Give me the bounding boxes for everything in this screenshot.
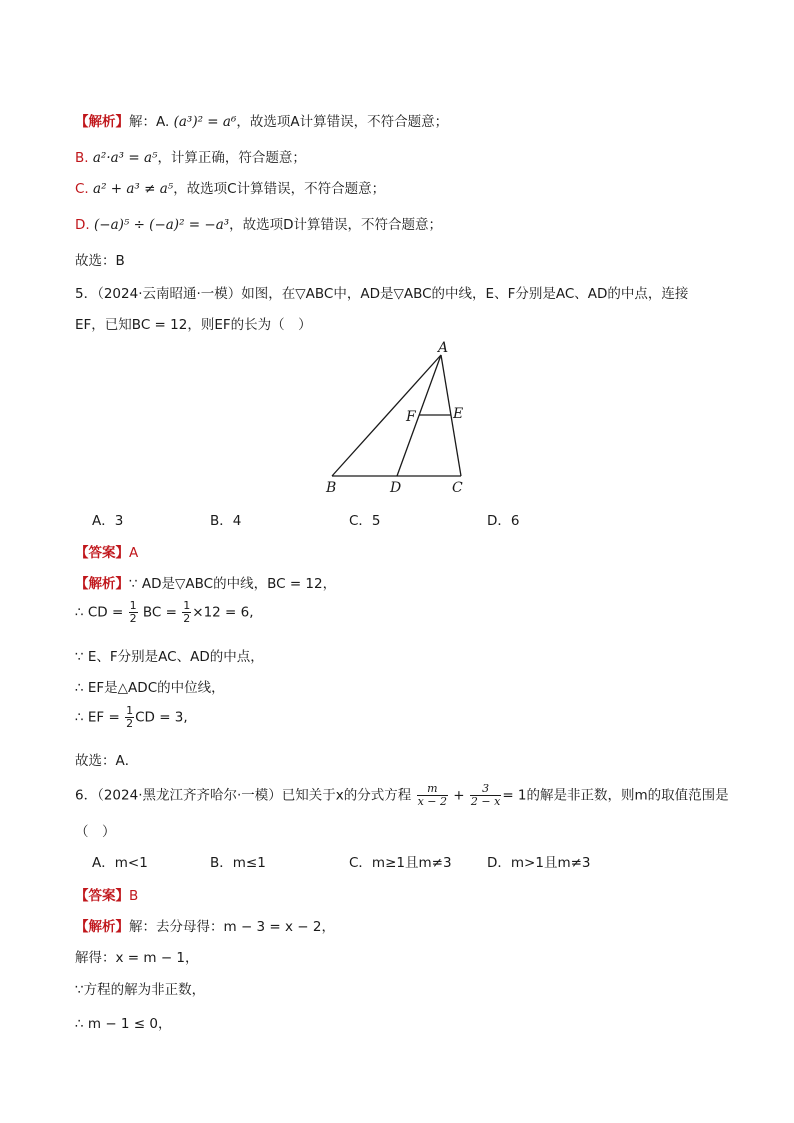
q6-analysis-step2: 解得：x = m − 1， — [75, 950, 199, 966]
fraction-half — [129, 600, 138, 625]
step-prefix: ∴ EF = — [75, 709, 120, 726]
q5-option-a: A．3 — [92, 513, 124, 529]
q6-option-b: B．m≤1 — [210, 855, 266, 871]
answer-tag: 【答案】 — [75, 545, 129, 561]
q6-stem-line2: （ ） — [75, 824, 116, 840]
analysis-tag: 【解析】 — [75, 919, 129, 935]
fraction-m-over-x-minus-2 — [417, 783, 448, 808]
fraction-denominator: x − 2 — [417, 795, 447, 808]
plus-sign: + — [453, 787, 465, 804]
fraction-3-over-2-minus-x — [470, 783, 501, 808]
option-a-prefix: 解：A. — [129, 114, 170, 130]
q5-option-c: C．5 — [349, 513, 381, 529]
q6-stem-line1 — [75, 783, 729, 808]
q5-choice: 故选：A． — [75, 753, 139, 769]
math-expression: a² + a³ ≠ a⁵ — [93, 181, 174, 197]
q6-option-d: D．m>1且m≠3 — [487, 855, 591, 871]
q6-option-c: C．m≥1且m≠3 — [349, 855, 452, 871]
q6-option-a: A．m<1 — [92, 855, 148, 871]
step-suffix: CD = 3, — [135, 709, 188, 726]
q5-option-d: D．6 — [487, 513, 520, 529]
q4-choice: 故选：B — [75, 253, 125, 269]
option-b-prefix: B. — [75, 150, 89, 166]
q5-analysis-step2 — [75, 600, 254, 625]
q5-analysis-step1 — [75, 572, 336, 592]
triangle-figure — [320, 336, 480, 498]
q6-analysis-step3: ∵方程的解为非正数， — [75, 982, 206, 998]
verdict-text: ，故选项D计算错误，不符合题意； — [229, 217, 443, 233]
vertex-label-c: C — [452, 480, 463, 496]
math-expression: (a³)² = a⁶ — [173, 114, 237, 130]
q5-stem-line1: 5．（2024·云南昭通·一模）如图，在▽ABC中，AD是▽ABC的中线，E、F分别是AC、AD的中点，连接 — [75, 286, 689, 302]
fraction-numerator: 1 — [183, 599, 191, 612]
step-mid: BC = — [142, 604, 177, 621]
math-expression: (−a)⁵ ÷ (−a)² = −a³ — [93, 217, 230, 233]
vertex-label-e: E — [453, 406, 464, 422]
fraction-denominator: 2 − x — [470, 795, 501, 808]
q4-analysis-line-c — [75, 177, 385, 197]
fraction-denominator: 2 — [129, 612, 137, 625]
q5-option-b: B．4 — [210, 513, 242, 529]
q6-analysis-step4: ∴ m − 1 ≤ 0， — [75, 1016, 172, 1032]
q6-answer — [75, 884, 138, 904]
fraction-half — [125, 705, 134, 730]
step-text: ∵ AD是▽ABC的中线，BC = 12， — [129, 576, 337, 592]
q5-analysis-step4: ∴ EF是△ADC的中位线， — [75, 680, 225, 696]
q4-analysis-line-a — [75, 110, 448, 130]
step-text: 解：去分母得：m − 3 = x − 2， — [129, 919, 335, 935]
fraction-numerator: 1 — [126, 704, 134, 717]
math-expression: a²·a³ = a⁵ — [92, 150, 158, 166]
fraction-numerator: m — [417, 783, 448, 796]
stem-suffix: = 1的解是非正数，则m的取值范围是 — [502, 787, 729, 804]
q5-answer — [75, 541, 138, 561]
option-d-prefix: D. — [75, 217, 90, 233]
q6-analysis-step1 — [75, 915, 335, 935]
verdict-text: ，计算正确，符合题意； — [157, 150, 306, 166]
q5-stem-line2: EF，已知BC = 12，则EF的长为（ ） — [75, 317, 312, 333]
fraction-numerator: 1 — [129, 599, 137, 612]
answer-value: A — [129, 545, 139, 561]
analysis-tag: 【解析】 — [75, 114, 129, 130]
analysis-tag: 【解析】 — [75, 576, 129, 592]
vertex-label-b: B — [326, 480, 337, 496]
q4-analysis-line-d — [75, 213, 442, 233]
vertex-label-a: A — [438, 340, 449, 356]
verdict-text: ，故选项A计算错误，不符合题意； — [236, 114, 449, 130]
stem-prefix: 6．（2024·黑龙江齐齐哈尔·一模）已知关于x的分式方程 — [75, 787, 412, 804]
option-c-prefix: C. — [75, 181, 89, 197]
answer-tag: 【答案】 — [75, 888, 129, 904]
q5-analysis-step3: ∵ E、F分别是AC、AD的中点， — [75, 649, 264, 665]
vertex-label-d: D — [390, 480, 402, 496]
answer-value: B — [129, 888, 139, 904]
fraction-denominator: 2 — [126, 717, 134, 730]
step-suffix: ×12 = 6, — [192, 604, 254, 621]
step-prefix: ∴ CD = — [75, 604, 124, 621]
fraction-half — [182, 600, 191, 625]
fraction-denominator: 2 — [183, 612, 191, 625]
q5-analysis-step5 — [75, 705, 188, 730]
vertex-label-f: F — [406, 409, 416, 425]
verdict-text: ，故选项C计算错误，不符合题意； — [173, 181, 386, 197]
fraction-numerator: 3 — [470, 783, 501, 796]
q4-analysis-line-b — [75, 146, 306, 166]
